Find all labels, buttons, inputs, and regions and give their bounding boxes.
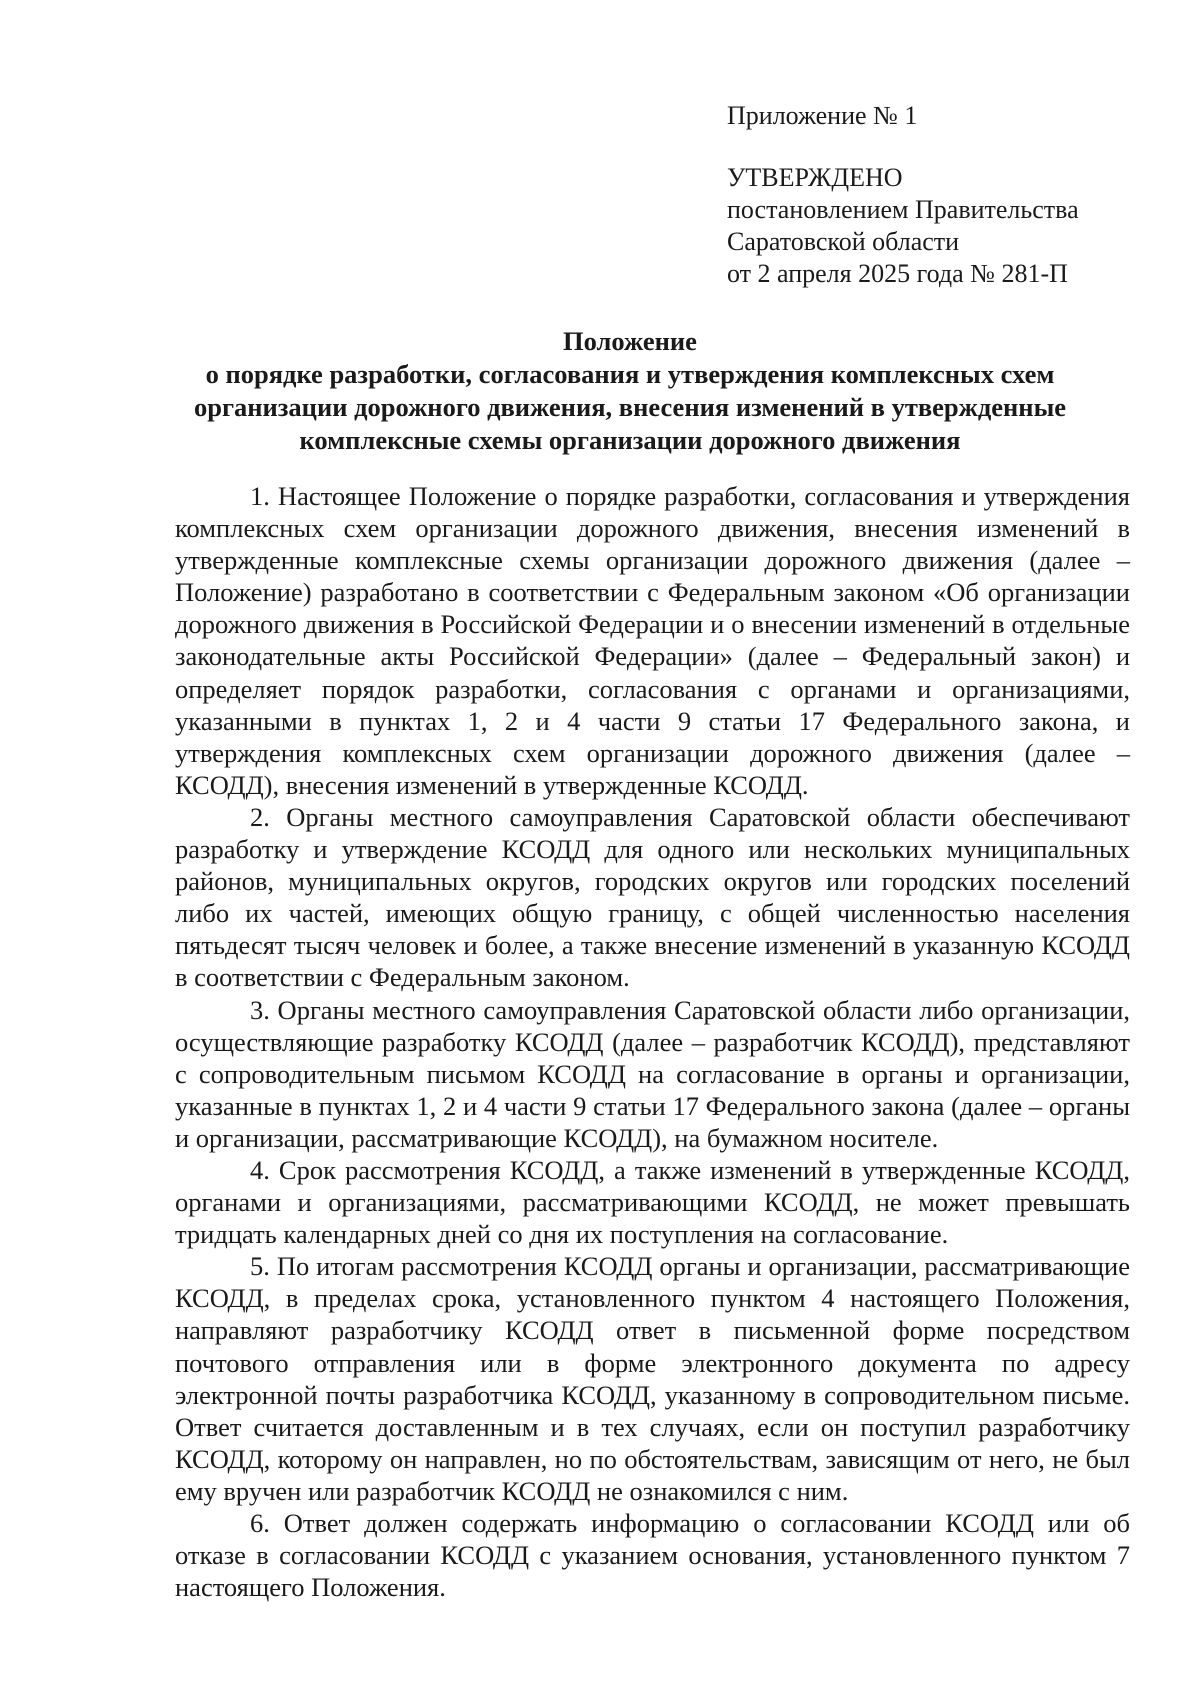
paragraph-5: 5. По итогам рассмотрения КСОДД органы и организации, рассматривающие КСОДД, в пределах срока, установленного пунктом 4 настоящего Положения, направляют разработчику КСОДД ответ в письменной форме посредством почтового отправления или в форме электронного документа по адресу электронной почты разработчика КСОДД, указанному в сопроводительном письме. Ответ считается доставленным и в тех случаях, если он поступил разработчику КСОДД, которому он направлен, но по обстоятельствам, зависящим от него, не был ему вручен или разработчик КСОДД не ознакомился с ним. <box>175 1251 1130 1506</box>
paragraph-6: 6. Ответ должен содержать информацию о согласовании КСОДД или об отказе в согласовании КСОДД с указанием основания, установленного пунктом 7 настоящего Положения. <box>175 1508 1130 1603</box>
approval-date-line: от 2 апреля 2025 года № 281-П <box>727 259 1068 288</box>
paragraph-4: 4. Срок рассмотрения КСОДД, а также изменений в утвержденные КСОДД, органами и организациями, рассматривающими КСОДД, не может превышать тридцать календарных дней со дня их поступления на согласование. <box>175 1154 1130 1250</box>
title-line: организации дорожного движения, внесения изменений в утвержденные <box>193 392 1067 422</box>
approval-block <box>727 100 1147 290</box>
paragraph-1: 1. Настоящее Положение о порядке разработки, согласования и утверждения комплексных схем организации дорожного движения, внесения изменений в утвержденные комплексные схемы организации дорожного движения (далее – Положение) разработано в соответствии с Федеральным законом «Об организации дорожного движения в Российской Федерации и о внесении изменений в отдельные законодательные акты Российской Федерации» (далее – Федеральный закон) и определяет порядок разработки, согласования с органами и организациями, указанными в пунктах 1, 2 и 4 части 9 статьи 17 Федерального закона, и утверждения комплексных схем организации дорожного движения (далее – КСОДД), внесения изменений в утвержденные КСОДД. <box>175 481 1130 800</box>
paragraph-3: 3. Органы местного самоуправления Саратовской области либо организации, осуществляющие разработку КСОДД (далее – разработчик КСОДД), представляют с сопроводительным письмом КСОДД на согласование в органы и организации, указанные в пунктах 1, 2 и 4 части 9 статьи 17 Федерального закона (далее – органы и организации, рассматривающие КСОДД), на бумажном носителе. <box>175 994 1130 1153</box>
paragraph-2: 2. Органы местного самоуправления Саратовской области обеспечивают разработку и утверждение КСОДД для одного или нескольких муниципальных районов, муниципальных округов, городских округов или городских поселений либо их частей, имеющих общую границу, с общей численностью населения пятьдесят тысяч человек и более, а также внесение изменений в указанную КСОДД в соответствии с Федеральным законом. <box>175 801 1130 993</box>
title-heading: Положение <box>563 326 697 356</box>
approved-stamp-text: УТВЕРЖДЕНО <box>727 163 903 192</box>
title-line: комплексные схемы организации дорожного движения <box>299 425 961 455</box>
document-title <box>150 325 1110 457</box>
approval-resolution-line: постановлением Правительства <box>727 195 1079 224</box>
title-line: о порядке разработки, согласования и утверждения комплексных схем <box>205 359 1055 389</box>
approval-region-line: Саратовской области <box>727 227 960 256</box>
appendix-label: Приложение № 1 <box>727 101 918 130</box>
document-body <box>175 480 1130 1603</box>
